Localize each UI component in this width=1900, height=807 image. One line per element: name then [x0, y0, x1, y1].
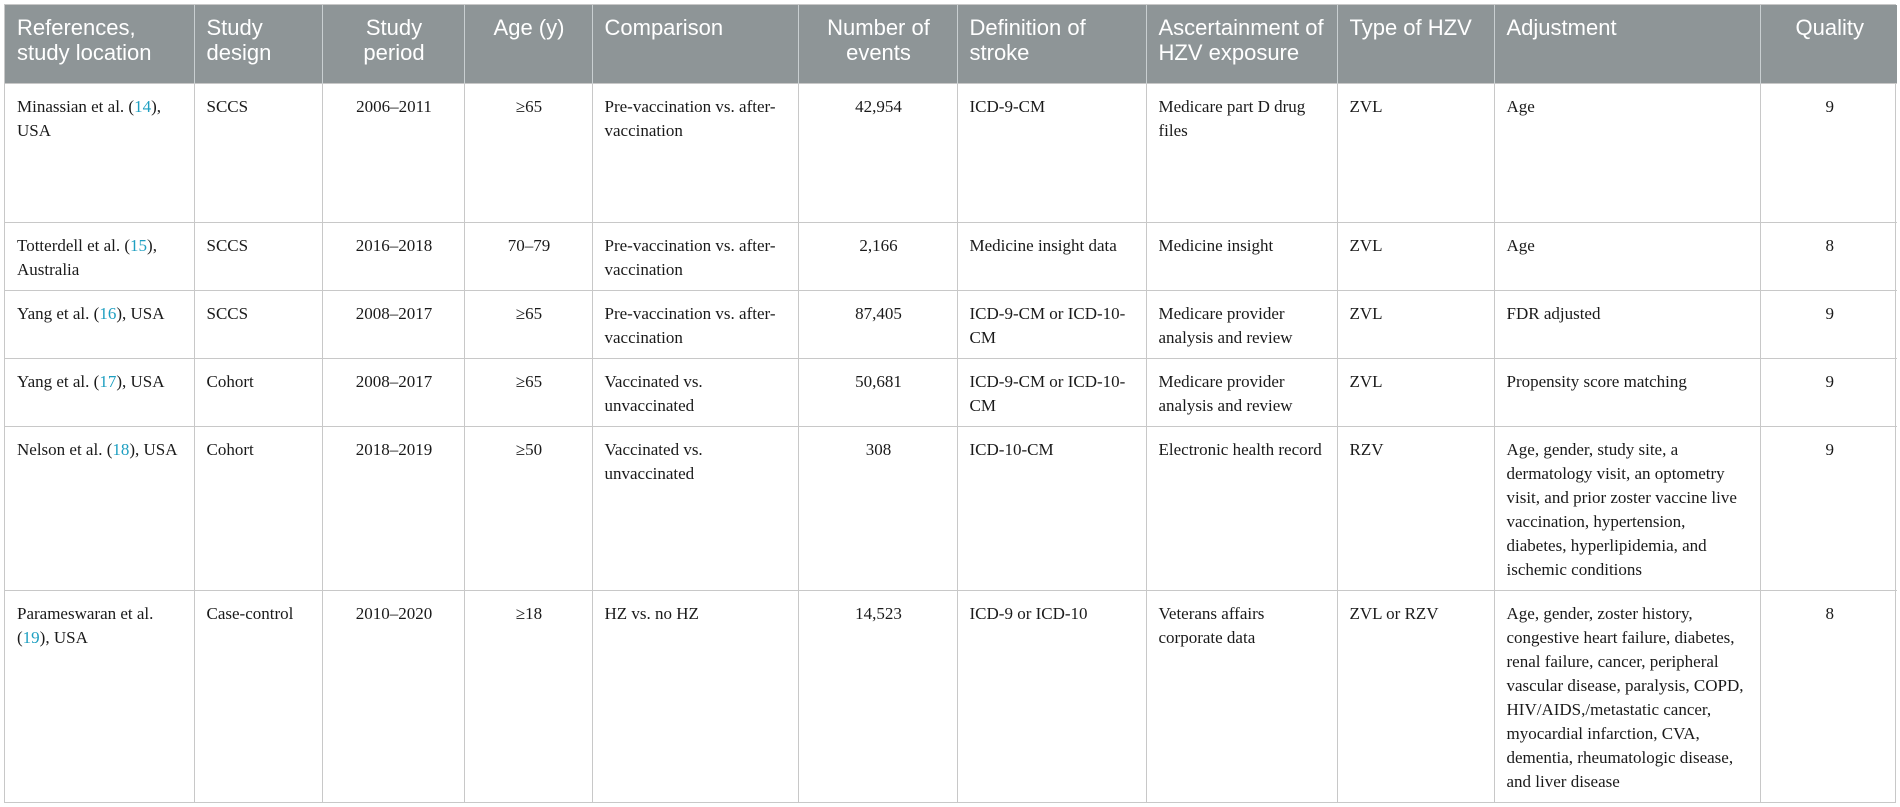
ref-location: ), USA: [116, 372, 165, 391]
cell-ascertainment: Medicine insight: [1146, 223, 1337, 291]
cell-adjustment: Age, gender, zoster history, congestive heart failure, diabetes, renal failure, cancer, peripheral vascular disease, paralysis, COPD, HIV/AIDS,/metastatic cancer, myocardial infarction, CVA, dementia, rheumatologic disease, and liver disease: [1494, 591, 1760, 803]
cell-quality: 8: [1760, 223, 1897, 291]
cell-definition: ICD-9 or ICD-10: [957, 591, 1146, 803]
cell-type: ZVL: [1337, 359, 1494, 427]
cell-type: ZVL: [1337, 291, 1494, 359]
cell-comparison: Pre-vaccination vs. after-vaccination: [592, 223, 798, 291]
ref-author: Yang et al. (: [17, 304, 100, 323]
header-ascertainment: Ascertainment of HZV exposure: [1146, 5, 1337, 83]
cell-type: ZVL or RZV: [1337, 591, 1494, 803]
cell-quality: 9: [1760, 427, 1897, 591]
header-adjustment: Adjustment: [1494, 5, 1760, 83]
citation-link[interactable]: 17: [99, 372, 117, 391]
cell-period: 2008–2017: [322, 359, 464, 427]
header-study-design: Study design: [194, 5, 322, 83]
ref-author: Nelson et al. (: [17, 440, 113, 459]
header-type-of-hzv: Type of HZV: [1337, 5, 1494, 83]
cell-comparison: Vaccinated vs. unvaccinated: [592, 427, 798, 591]
ref-location: ), USA: [129, 440, 178, 459]
cell-events: 308: [798, 427, 957, 591]
table-row: [5, 591, 1897, 803]
ref-location: ), USA: [39, 628, 88, 647]
cell-type: RZV: [1337, 427, 1494, 591]
header-definition-of-stroke: Definition of stroke: [957, 5, 1146, 83]
ref-location: ), USA: [17, 96, 162, 140]
ref-author: Yang et al. (: [17, 372, 100, 391]
cell-ascertainment: Medicare part D drug files: [1146, 83, 1337, 223]
cell-quality: 9: [1760, 291, 1897, 359]
cell-reference: [5, 83, 194, 223]
header-reference: References, study location: [5, 5, 194, 83]
ref-location: ), Australia: [17, 236, 157, 279]
cell-type: ZVL: [1337, 223, 1494, 291]
citation-link[interactable]: 15: [130, 236, 148, 255]
citation-link[interactable]: 18: [112, 440, 130, 459]
cell-type: ZVL: [1337, 83, 1494, 223]
cell-ascertainment: Medicare provider analysis and review: [1146, 359, 1337, 427]
cell-adjustment: Age, gender, study site, a dermatology visit, an optometry visit, and prior zoster vaccine live vaccination, hypertension, diabetes, hyperlipidemia, and ischemic conditions: [1494, 427, 1760, 591]
cell-design: SCCS: [194, 291, 322, 359]
cell-ascertainment: Veterans affairs corporate data: [1146, 591, 1337, 803]
ref-author: Minassian et al. (: [17, 96, 135, 116]
cell-events: 14,523: [798, 591, 957, 803]
cell-design: Cohort: [194, 427, 322, 591]
cell-quality: 9: [1760, 83, 1897, 223]
cell-ascertainment: Electronic health record: [1146, 427, 1337, 591]
study-characteristics-table: [5, 5, 1897, 802]
table-row: [5, 359, 1897, 427]
cell-period: 2018–2019: [322, 427, 464, 591]
header-quality: Quality: [1760, 5, 1897, 83]
cell-definition: ICD-10-CM: [957, 427, 1146, 591]
cell-period: 2016–2018: [322, 223, 464, 291]
table-row: [5, 427, 1897, 591]
cell-quality: 8: [1760, 591, 1897, 803]
header-comparison: Comparison: [592, 5, 798, 83]
cell-definition: ICD-9-CM or ICD-10-CM: [957, 359, 1146, 427]
cell-definition: ICD-9-CM: [957, 83, 1146, 223]
cell-events: 87,405: [798, 291, 957, 359]
cell-age: ≥65: [464, 291, 592, 359]
cell-age: ≥65: [464, 359, 592, 427]
table-row: [5, 291, 1897, 359]
cell-comparison: Vaccinated vs. unvaccinated: [592, 359, 798, 427]
cell-adjustment: Age: [1494, 223, 1760, 291]
study-table-container: [4, 4, 1896, 803]
cell-reference: [5, 427, 194, 591]
cell-age: ≥50: [464, 427, 592, 591]
cell-reference: [5, 359, 194, 427]
cell-period: 2010–2020: [322, 591, 464, 803]
cell-design: SCCS: [194, 223, 322, 291]
ref-location: ), USA: [116, 304, 165, 323]
header-number-of-events: Number of events: [798, 5, 957, 83]
cell-age: 70–79: [464, 223, 592, 291]
cell-age: ≥65: [464, 83, 592, 223]
cell-reference: [5, 291, 194, 359]
citation-link[interactable]: 16: [99, 304, 117, 323]
cell-comparison: Pre-vaccination vs. after-vaccination: [592, 83, 798, 223]
cell-period: 2006–2011: [322, 83, 464, 223]
ref-author: Parameswaran et al. (: [17, 604, 154, 647]
ref-author: Totterdell et al. (: [17, 236, 131, 255]
cell-design: Case-control: [194, 591, 322, 803]
cell-design: SCCS: [194, 83, 322, 223]
cell-comparison: HZ vs. no HZ: [592, 591, 798, 803]
cell-adjustment: Age: [1494, 83, 1760, 223]
table-row: [5, 83, 1897, 223]
header-study-period: Study period: [322, 5, 464, 83]
table-row: [5, 223, 1897, 291]
citation-link[interactable]: 14: [134, 96, 152, 116]
citation-link[interactable]: 19: [22, 628, 40, 647]
cell-events: 2,166: [798, 223, 957, 291]
cell-comparison: Pre-vaccination vs. after-vaccination: [592, 291, 798, 359]
cell-period: 2008–2017: [322, 291, 464, 359]
cell-reference: [5, 223, 194, 291]
table-header-row: [5, 5, 1897, 83]
cell-adjustment: FDR adjusted: [1494, 291, 1760, 359]
cell-design: Cohort: [194, 359, 322, 427]
cell-quality: 9: [1760, 359, 1897, 427]
cell-reference: [5, 591, 194, 803]
cell-adjustment: Propensity score matching: [1494, 359, 1760, 427]
cell-ascertainment: Medicare provider analysis and review: [1146, 291, 1337, 359]
cell-definition: ICD-9-CM or ICD-10-CM: [957, 291, 1146, 359]
cell-events: 50,681: [798, 359, 957, 427]
cell-events: 42,954: [798, 83, 957, 223]
cell-definition: Medicine insight data: [957, 223, 1146, 291]
header-age: Age (y): [464, 5, 592, 83]
cell-age: ≥18: [464, 591, 592, 803]
